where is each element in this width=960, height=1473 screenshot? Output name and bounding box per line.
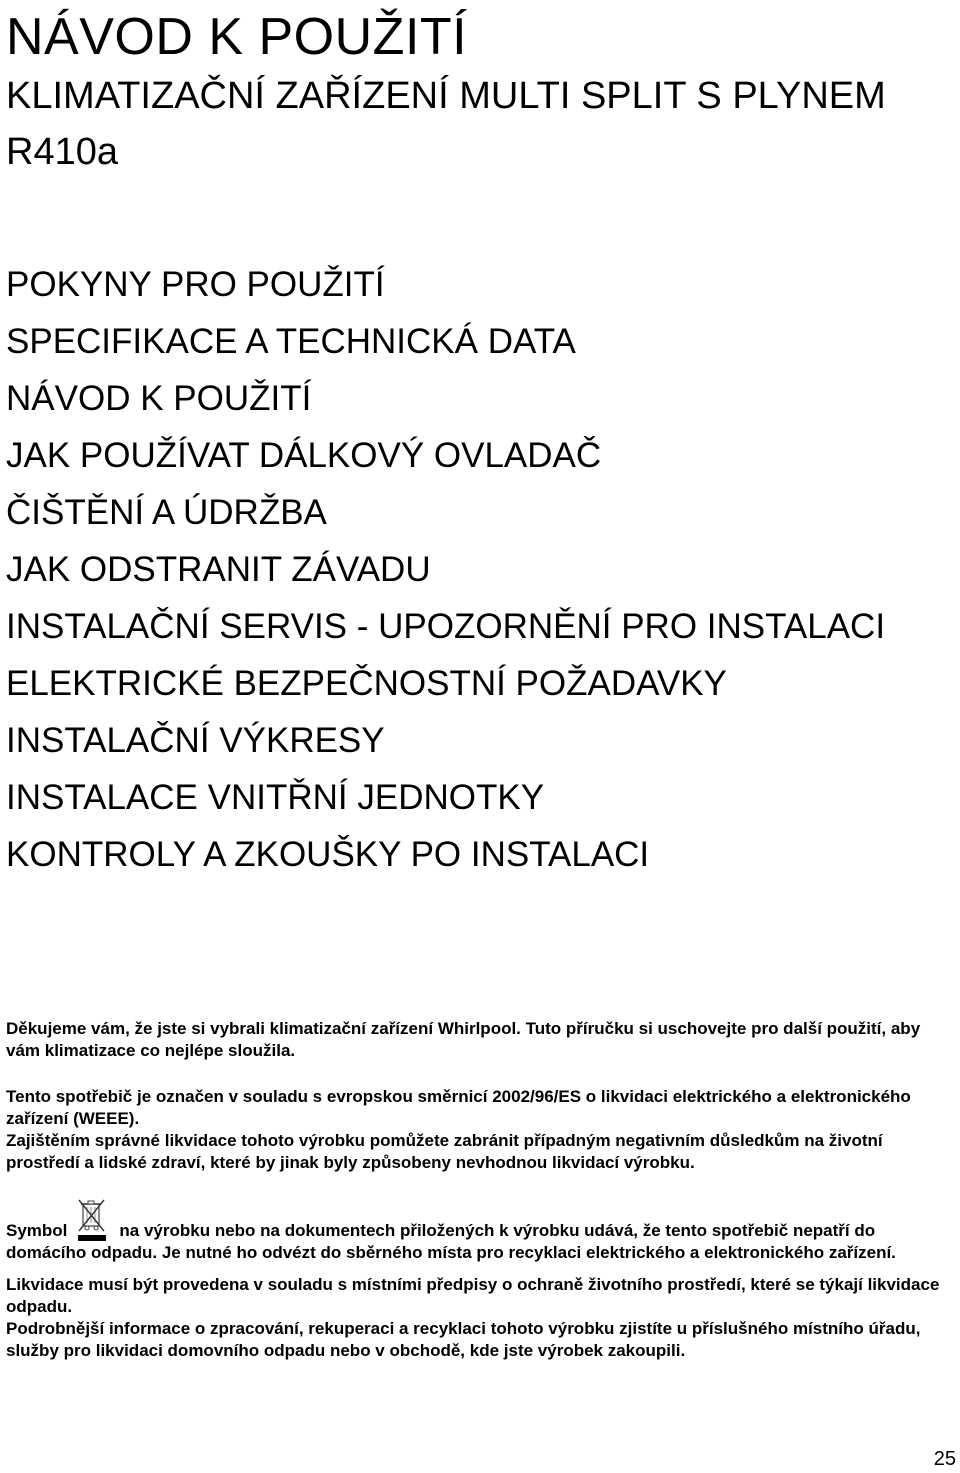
page-number: 25	[933, 1448, 956, 1470]
toc-item: INSTALAČNÍ SERVIS - UPOZORNĚNÍ PRO INSTALACI	[6, 607, 886, 646]
symbol-paragraph	[6, 1198, 956, 1264]
crossed-out-wheelie-bin-icon	[77, 1198, 107, 1242]
symbol-text: na výrobku nebo na dokumentech přiložených k výrobku udává, že tento spotřebič nepatří do domácího odpadu. Je nutné ho odvézt do sběrného místa pro recyklaci elektrického a elektronického zařízení.	[6, 1221, 896, 1262]
more-info-paragraph: Podrobnější informace o zpracování, rekuperaci a recyklaci tohoto výrobku zjistíte u příslušného místního úřadu, služby pro likvidaci domovního odpadu nebo v obchodě, kde jste výrobek zakoupili.	[6, 1319, 921, 1360]
toc-item: INSTALAČNÍ VÝKRESY	[6, 721, 385, 760]
toc-item: JAK POUŽÍVAT DÁLKOVÝ OVLADAČ	[6, 436, 602, 475]
symbol-label: Symbol	[6, 1221, 68, 1240]
toc-item: JAK ODSTRANIT ZÁVADU	[6, 550, 431, 589]
toc-item: ELEKTRICKÉ BEZPEČNOSTNÍ POŽADAVKY	[6, 664, 727, 703]
weee-directive-paragraph: Tento spotřebič je označen v souladu s evropskou směrnicí 2002/96/ES o likvidaci elektrického a elektronického zařízení (WEEE).	[6, 1087, 911, 1128]
disposal-benefit-paragraph: Zajištěním správné likvidace tohoto výrobku pomůžete zabránit případným negativním důsledkům na životní prostředí a lidské zdraví, které by jinak byly způsobeny nevhodnou likvidací výrobku.	[6, 1131, 883, 1172]
toc-item: NÁVOD K POUŽITÍ	[6, 379, 312, 418]
toc-item: POKYNY PRO POUŽITÍ	[6, 265, 385, 304]
page-title: NÁVOD K POUŽITÍ	[6, 8, 468, 66]
page-subtitle: KLIMATIZAČNÍ ZAŘÍZENÍ MULTI SPLIT S PLYNEM R410a	[6, 75, 886, 173]
thanks-paragraph: Děkujeme vám, že jste si vybrali klimatizační zařízení Whirlpool. Tuto příručku si uschovejte pro další použití, aby vám klimatizace co nejlépe sloužila.	[6, 1019, 921, 1060]
disposal-rules-paragraph: Likvidace musí být provedena v souladu s místními předpisy o ochraně životního prostředí, které se týkají likvidace odpadu.	[6, 1275, 940, 1316]
toc-item: SPECIFIKACE A TECHNICKÁ DATA	[6, 322, 576, 361]
body-text	[6, 1018, 956, 1362]
toc-item: INSTALACE VNITŘNÍ JEDNOTKY	[6, 778, 545, 817]
toc-item: KONTROLY A ZKOUŠKY PO INSTALACI	[6, 835, 650, 874]
toc-item: ČIŠTĚNÍ A ÚDRŽBA	[6, 493, 327, 532]
table-of-contents	[6, 265, 926, 892]
